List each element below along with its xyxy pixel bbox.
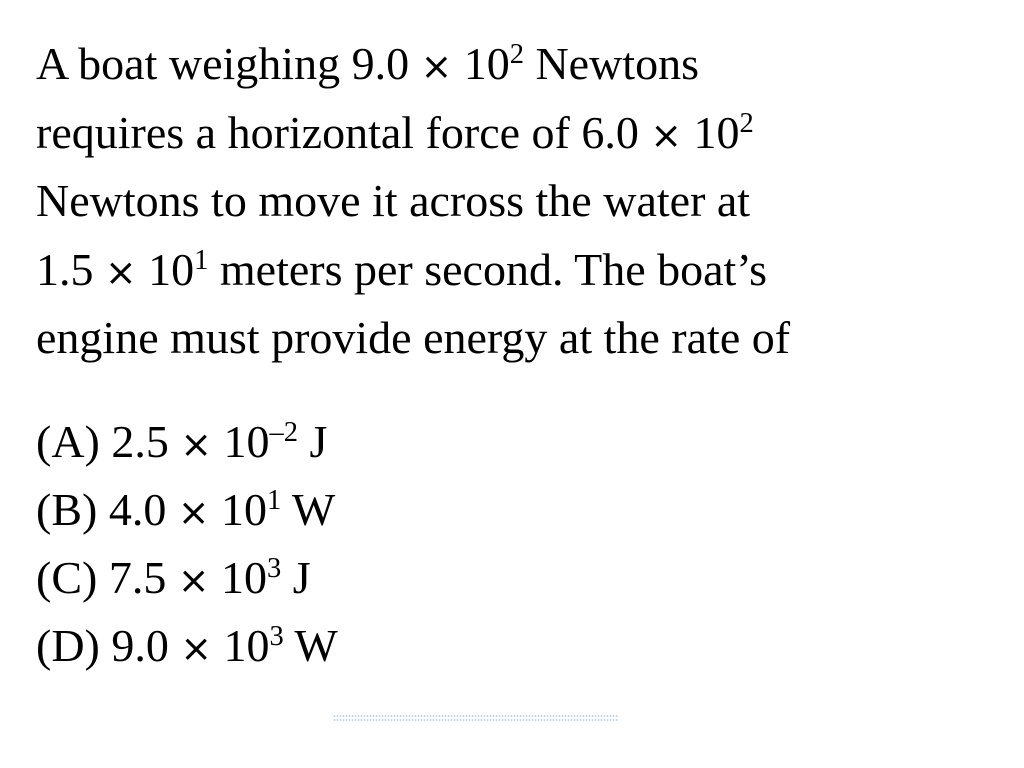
exponent: 2 xyxy=(509,39,524,71)
question-text xyxy=(36,30,996,373)
power-base: 10 xyxy=(681,106,740,158)
question-line-4 xyxy=(36,236,996,305)
choice-d-label: (D) 9.0 xyxy=(36,620,181,671)
times-sign: × xyxy=(420,44,453,88)
faint-footer-artifact xyxy=(333,714,619,722)
unit: W xyxy=(281,484,336,535)
times-sign: × xyxy=(105,249,137,294)
choice-d[interactable] xyxy=(36,612,338,680)
question-line-1 xyxy=(36,30,996,99)
times-sign: × xyxy=(650,112,682,157)
unit: J xyxy=(297,416,328,467)
choice-b[interactable] xyxy=(36,476,338,544)
times-sign: × xyxy=(180,422,212,466)
exponent: –2 xyxy=(269,417,298,449)
power-base: 10 xyxy=(209,484,267,535)
exponent: 3 xyxy=(269,621,284,653)
power-base: 10 xyxy=(209,552,267,603)
choice-c-label: (C) 7.5 xyxy=(36,552,178,603)
times-sign: × xyxy=(177,490,210,534)
times-sign: × xyxy=(177,558,210,602)
question-line-1-prefix: A boat weighing 9.0 xyxy=(36,38,421,89)
question-line-2-prefix: requires a horizontal force of 6.0 xyxy=(36,106,651,158)
unit: W xyxy=(283,620,338,671)
answer-choices xyxy=(36,408,338,680)
question-line-3: Newtons to move it across the water at xyxy=(36,175,751,226)
unit: J xyxy=(281,552,311,603)
power-base: 10 xyxy=(452,38,510,89)
choice-c[interactable] xyxy=(36,544,338,612)
question-line-5: engine must provide energy at the rate of xyxy=(36,312,791,363)
question-line-1-suffix: Newtons xyxy=(523,38,699,89)
question-line-2 xyxy=(36,99,996,168)
exponent: 1 xyxy=(266,485,282,517)
exponent: 2 xyxy=(739,107,754,139)
power-base: 10 xyxy=(211,620,270,671)
choice-b-label: (B) 4.0 xyxy=(36,484,178,535)
choice-a-label: (A) 2.5 xyxy=(36,416,181,467)
exponent: 1 xyxy=(194,244,209,276)
power-base: 10 xyxy=(136,243,195,295)
choice-a[interactable] xyxy=(36,408,338,476)
times-sign: × xyxy=(180,626,212,670)
power-base: 10 xyxy=(211,416,270,467)
exponent: 3 xyxy=(266,553,282,585)
question-line-4-prefix: 1.5 xyxy=(36,243,105,295)
question-line-4-suffix: meters per second. The boat’s xyxy=(208,243,768,295)
